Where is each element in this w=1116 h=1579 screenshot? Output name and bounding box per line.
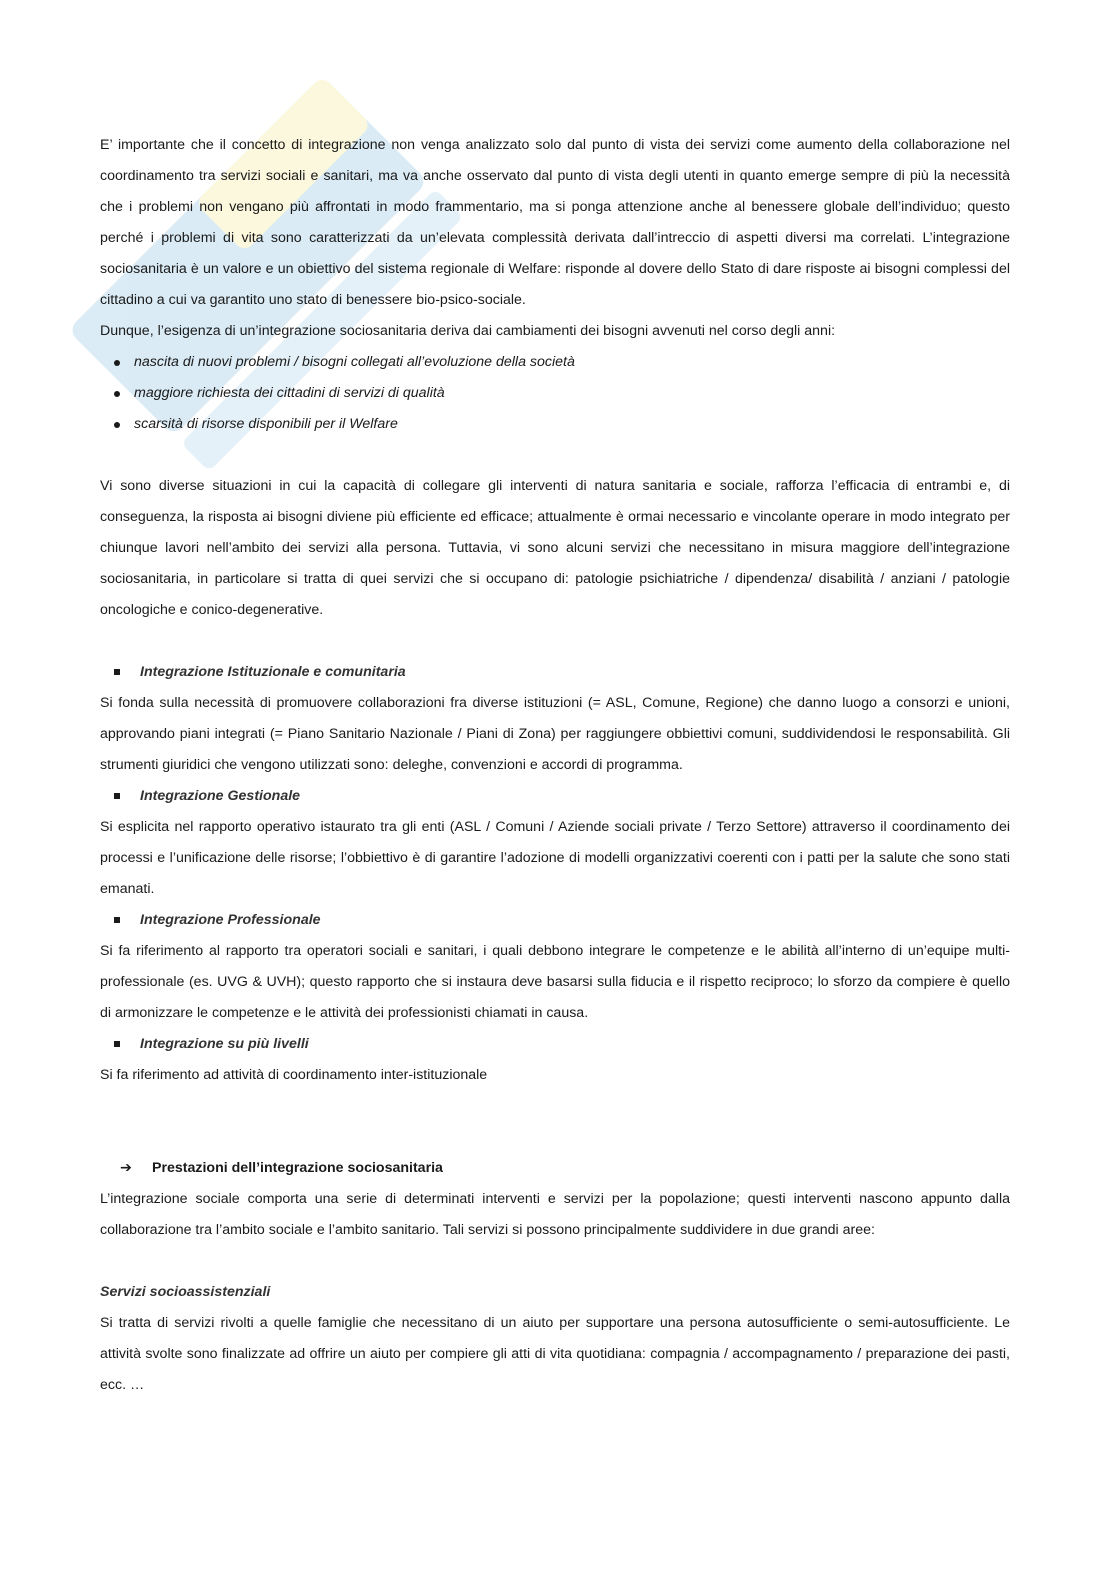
intro-paragraph-2: Dunque, l’esigenza di un’integrazione sociosanitaria deriva dai cambiamenti dei bisogni avvenuti nel corso degli anni: — [100, 323, 836, 339]
integration-heading: Integrazione su più livelli — [100, 1029, 1010, 1060]
integration-text: Si fa riferimento al rapporto tra operatori sociali e sanitari, i quali debbono integrare le competenze e le abilità all’interno di un’equipe multi-professionale (es. UVG & UVH); questo rapporto che si instaura deve basarsi sulla fiducia e il rispetto reciproco; lo sforzo da compiere è quello di armonizzare le competenze e le attività dei professionisti chiamati in causa. — [100, 943, 1010, 1021]
list-item: scarsità di risorse disponibili per il Welfare — [100, 409, 1010, 440]
list-item: nascita di nuovi problemi / bisogni collegati all’evoluzione della società — [100, 347, 1010, 378]
integration-heading: Integrazione Istituzionale e comunitaria — [100, 657, 1010, 688]
document-page — [100, 130, 1010, 1401]
intro-paragraph-1: E’ importante che il concetto di integrazione non venga analizzato solo dal punto di vista dei servizi come aumento della collaborazione nel coordinamento tra servizi sociali e sanitari, ma va anche osservato dal punto di vista degli utenti in quanto emerge sempre di più la necessità che i problemi non vengano più affrontati in modo frammentario, ma si ponga attenzione anche al benessere globale dell’individuo; questo perché i problemi di vita sono caratterizzati da un’elevata complessità derivata dall’intreccio di aspetti diversi ma correlati. L’integrazione sociosanitaria è un valore e un obiettivo del sistema regionale di Welfare: risponde al dovere dello Stato di dare risposte ai bisogni complessi del cittadino a cui va garantito uno stato di benessere bio-psico-sociale. — [100, 137, 1010, 308]
prestazioni-heading — [100, 1153, 1010, 1184]
list-item: maggiore richiesta dei cittadini di servizi di qualità — [100, 378, 1010, 409]
socioassistenziali-text: Si tratta di servizi rivolti a quelle famiglie che necessitano di un aiuto per supportare una persona autosufficiente o semi-autosufficiente. Le attività svolte sono finalizzate ad offrire un aiuto per compiere gli atti di vita quotidiana: compagnia / accompagnamento / preparazione dei pasti, ecc. … — [100, 1315, 1010, 1393]
needs-bullet-list — [100, 347, 1010, 440]
prestazioni-title: Prestazioni dell’integrazione sociosanitaria — [152, 1160, 443, 1176]
integration-text: Si fonda sulla necessità di promuovere collaborazioni fra diverse istituzioni (= ASL, Comune, Regione) che danno luogo a consorzi e unioni, approvando piani integrati (= Piano Sanitario Nazionale / Piani di Zona) per raggiungere obbiettivi comuni, suddividendosi le responsabilità. Gli strumenti giuridici che vengono utilizzati sono: deleghe, convenzioni e accordi di programma. — [100, 695, 1010, 773]
integration-text: Si fa riferimento ad attività di coordinamento inter-istituzionale — [100, 1067, 488, 1083]
socioassistenziali-heading: Servizi socioassistenziali — [100, 1284, 271, 1300]
prestazioni-text: L’integrazione sociale comporta una serie di determinati interventi e servizi per la popolazione; questi interventi nascono appunto dalla collaborazione tra l’ambito sociale e l’ambito sanitario. Tali servizi si possono principalmente suddividere in due grandi aree: — [100, 1191, 1010, 1238]
integration-heading: Integrazione Professionale — [100, 905, 1010, 936]
intro-paragraph-3: Vi sono diverse situazioni in cui la capacità di collegare gli interventi di natura sanitaria e sociale, rafforza l’efficacia di entrambi e, di conseguenza, la risposta ai bisogni diviene più efficiente ed efficace; attualmente è ormai necessario e vincolante operare in modo integrato per chiunque lavori nell’ambito dei servizi alla persona. Tuttavia, vi sono alcuni servizi che necessitano in misura maggiore dell’integrazione sociosanitaria, in particolare si tratta di quei servizi che si occupano di: patologie psichiatriche / dipendenza/ disabilità / anziani / patologie oncologiche e conico-degenerative. — [100, 478, 1010, 618]
arrow-right-icon: ➔ — [120, 1160, 132, 1176]
integration-heading: Integrazione Gestionale — [100, 781, 1010, 812]
integration-text: Si esplicita nel rapporto operativo istaurato tra gli enti (ASL / Comuni / Aziende sociali private / Terzo Settore) attraverso il coordinamento dei processi e l’unificazione delle risorse; l’obbiettivo è di garantire l’adozione di modelli organizzativi coerenti con i patti per la salute che sono stati emanati. — [100, 819, 1010, 897]
